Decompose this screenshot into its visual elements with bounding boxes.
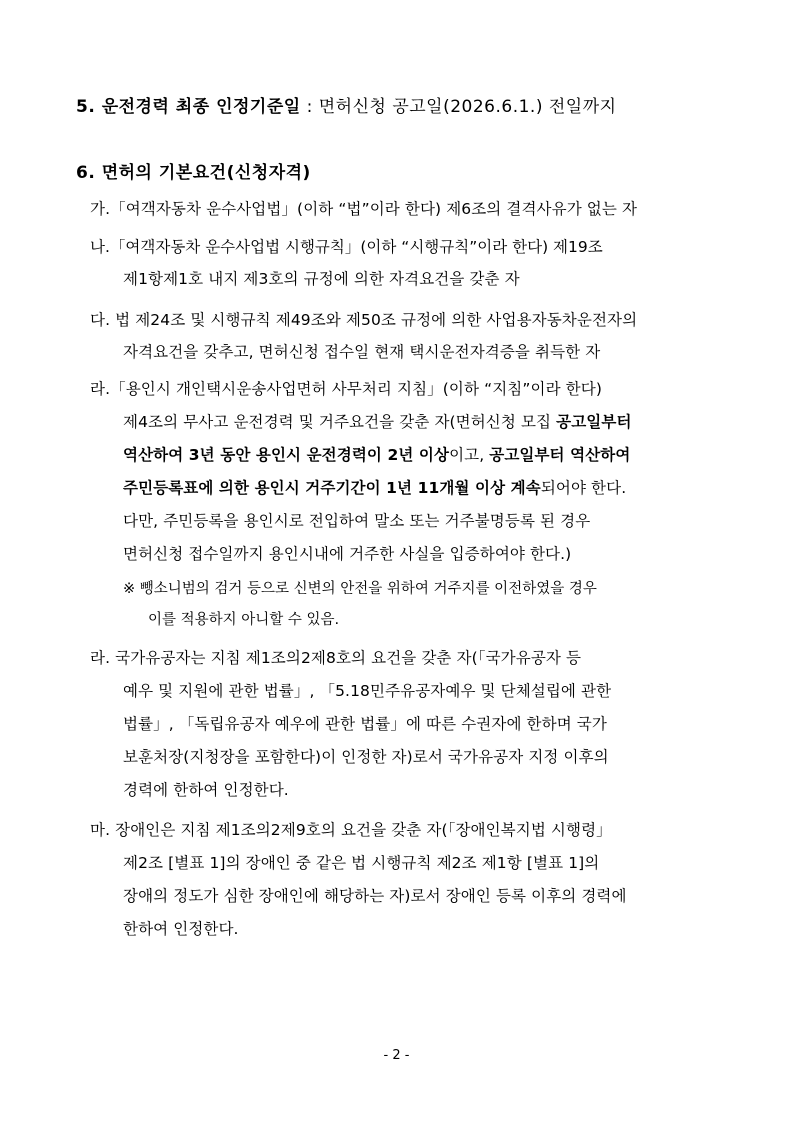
item-ra-line-6: 면허신청 접수일까지 용인시내에 거주한 사실을 입증하여야 한다.) xyxy=(123,545,572,563)
item-ma-line-2: 제2조 [별표 1]의 장애인 중 같은 법 시행규칙 제2조 제1항 [별표 1]의 xyxy=(123,854,600,872)
item-ra-line-4 xyxy=(123,476,626,498)
section-5-heading xyxy=(76,92,617,117)
section-5-value: 면허신청 공고일(2026.6.1.) 전일까지 xyxy=(318,97,617,117)
note-line-2: 이를 적용하지 아니할 수 있음. xyxy=(148,612,340,628)
item-ra2-line-1: 라. 국가유공자는 지침 제1조의2제8호의 요건을 갖춘 자(「국가유공자 등 xyxy=(90,649,582,667)
section-5-separator: : xyxy=(300,97,319,117)
item-da-line-2: 자격요건을 갖추고, 면허신청 접수일 현재 택시운전자격증을 취득한 자 xyxy=(123,343,601,361)
item-ma-line-3: 장애의 정도가 심한 장애인에 해당하는 자)로서 장애인 등록 이후의 경력에 xyxy=(123,887,627,905)
item-ra-line-3 xyxy=(123,443,630,465)
item-ra2-line-4: 보훈처장(지청장을 포함한다)이 인정한 자)로서 국가유공자 지정 이후의 xyxy=(123,748,609,766)
section-5-title-text: 5. 운전경력 최종 인정기준일 xyxy=(76,97,301,117)
item-na-text-1: 나.「여객자동차 운수사업법 시행규칙」(이하 “시행규칙”이라 한다) 제19조 xyxy=(90,238,603,256)
item-ra-line-2 xyxy=(123,410,632,432)
item-da-line-1: 다. 법 제24조 및 시행규칙 제49조와 제50조 규정에 의한 사업용자동차운전자의 xyxy=(90,311,638,329)
section-6-title: 6. 면허의 기본요건(신청자격) xyxy=(76,163,311,183)
item-ra-line-2-bold: 공고일부터 xyxy=(556,413,632,431)
item-ra-line-4-plain: 되어야 한다. xyxy=(540,479,627,497)
item-ra-line-3-bold-2: 공고일부터 역산하여 xyxy=(489,446,631,464)
item-ra2-line-5: 경력에 한하여 인정한다. xyxy=(123,781,289,799)
item-ra-line-3-plain: 이고, xyxy=(449,446,490,464)
item-na-line-2: 제1항제1호 내지 제3호의 규정에 의한 자격요건을 갖춘 자 xyxy=(123,270,520,288)
item-ra-line-2-plain: 제4조의 무사고 운전경력 및 거주요건을 갖춘 자(면허신청 모집 xyxy=(123,413,557,431)
page-number: - 2 - xyxy=(383,1048,410,1063)
item-ra-line-3-bold: 역산하여 3년 동안 용인시 운전경력이 2년 이상 xyxy=(123,446,450,464)
item-na-line-1 xyxy=(90,235,722,257)
item-ra2-line-3: 법률」, 「독립유공자 예우에 관한 법률」에 따른 수권자에 한하며 국가 xyxy=(123,715,607,733)
note-line-1: ※ 뺑소니범의 검거 등으로 신변의 안전을 위하여 거주지를 이전하였을 경우 xyxy=(123,581,597,597)
item-ra2-line-2: 예우 및 지원에 관한 법률」, 「5.18민주유공자예우 및 단체설립에 관한 xyxy=(123,682,612,700)
item-ma-line-4: 한하여 인정한다. xyxy=(123,920,239,938)
item-ra-line-4-bold: 주민등록표에 의한 용인시 거주기간이 1년 11개월 이상 계속 xyxy=(123,479,541,497)
item-ra-line-5: 다만, 주민등록을 용인시로 전입하여 말소 또는 거주불명등록 된 경우 xyxy=(123,512,591,530)
item-ma-line-1: 마. 장애인은 지침 제1조의2제9호의 요건을 갖춘 자(「장애인복지법 시행령」 xyxy=(90,821,612,839)
item-ra-line-1: 라.「용인시 개인택시운송사업면허 사무처리 지침」(이하 “지침”이라 한다) xyxy=(90,380,602,398)
item-ga: 가.「여객자동차 운수사업법」(이하 “법”이라 한다) 제6조의 결격사유가 없는 자 xyxy=(90,200,638,218)
